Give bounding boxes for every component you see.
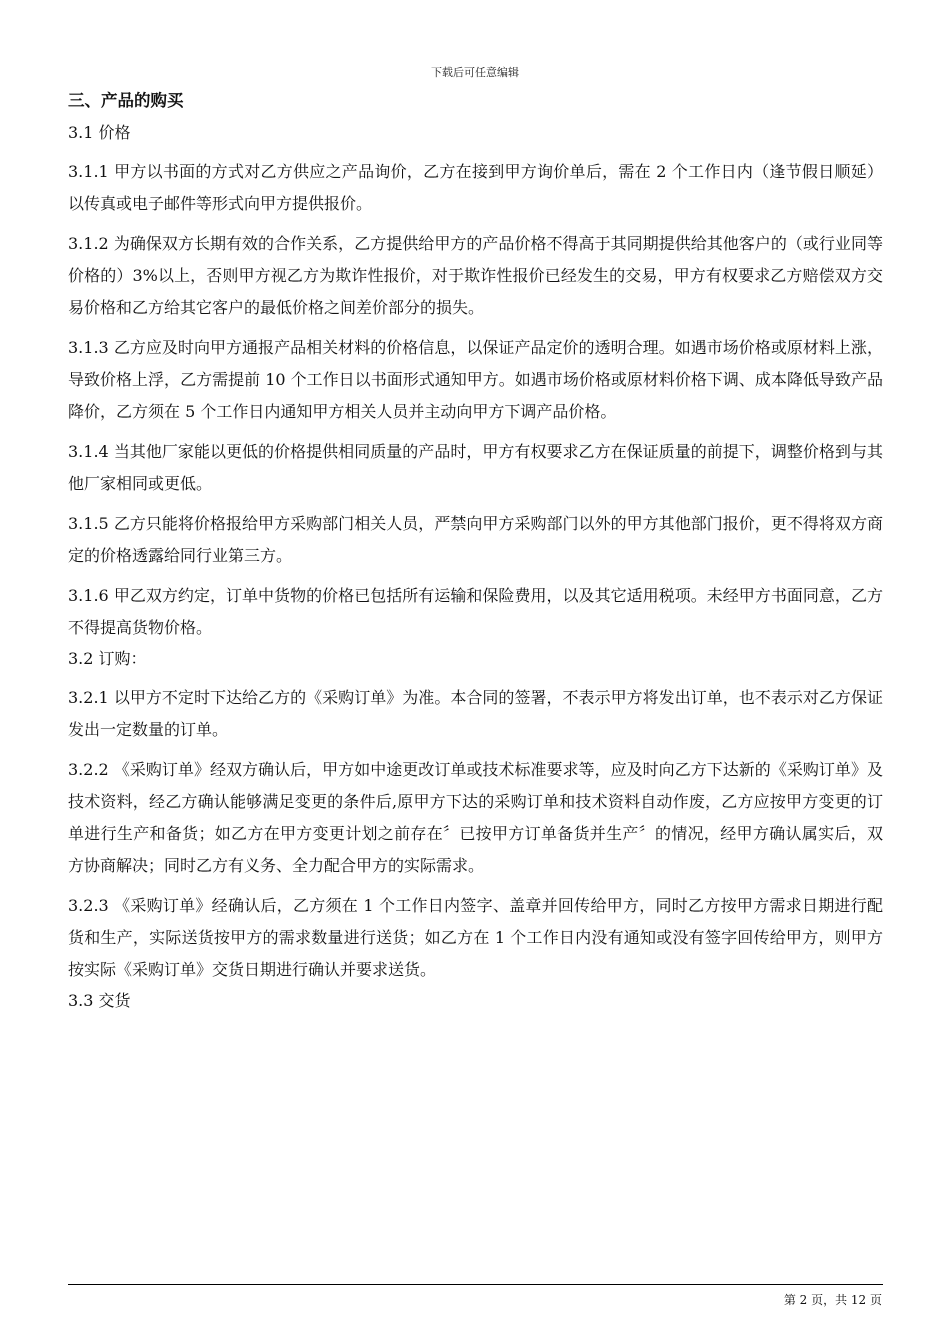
subsection-heading-3-1: 3.1 价格 (68, 123, 131, 142)
clause-3-1-4: 3.1.4 当其他厂家能以更低的价格提供相同质量的产品时，甲方有权要求乙方在保证质量的前提下，调整价格到与其他厂家相同或更低。 (68, 442, 883, 493)
document-body (68, 86, 883, 1024)
page-number: 第 2 页，共 12 页 (783, 1293, 882, 1307)
clause-3-1-3: 3.1.3 乙方应及时向甲方通报产品相关材料的价格信息，以保证产品定价的透明合理。如遇市场价格或原材料上涨，导致价格上浮，乙方需提前 10 个工作日以书面形式通知甲方。如遇市场价格或原材料价格下调、成本降低导致产品降价，乙方须在 5 个工作日内通知甲方相关人员并主动向甲方下调产品价格。 (68, 338, 883, 421)
clause-3-1-1: 3.1.1 甲方以书面的方式对乙方供应之产品询价，乙方在接到甲方询价单后，需在 2 个工作日内（逢节假日顺延）以传真或电子邮件等形式向甲方提供报价。 (68, 162, 883, 213)
subsection-heading-3-3: 3.3 交货 (68, 991, 131, 1010)
clause-3-2-2: 3.2.2 《采购订单》经双方确认后，甲方如中途更改订单或技术标准要求等，应及时向乙方下达新的《采购订单》及技术资料，经乙方确认能够满足变更的条件后,原甲方下达的采购订单和技术资料自动作废，乙方应按甲方变更的订单进行生产和备货；如乙方在甲方变更计划之前存在〞已按甲方订单备货并生产〞的情况，经甲方确认属实后，双方协商解决；同时乙方有义务、全力配合甲方的实际需求。 (68, 760, 883, 875)
subsection-heading-3-2: 3.2 订购： (68, 649, 147, 668)
section-title: 三、产品的购买 (68, 91, 184, 110)
footer-divider (68, 1284, 883, 1285)
clause-3-1-6: 3.1.6 甲乙双方约定，订单中货物的价格已包括所有运输和保险费用，以及其它适用税项。未经甲方书面同意，乙方不得提高货物价格。 (68, 586, 883, 637)
clause-3-1-5: 3.1.5 乙方只能将价格报给甲方采购部门相关人员，严禁向甲方采购部门以外的甲方其他部门报价，更不得将双方商定的价格透露给同行业第三方。 (68, 514, 883, 565)
clause-3-2-3: 3.2.3 《采购订单》经确认后，乙方须在 1 个工作日内签字、盖章并回传给甲方，同时乙方按甲方需求日期进行配货和生产，实际送货按甲方的需求数量进行送货；如乙方在 1 个工作日内没有通知或没有签字回传给甲方，则甲方按实际《采购订单》交货日期进行确认并要求送货。 (68, 896, 883, 979)
clause-3-1-2: 3.1.2 为确保双方长期有效的合作关系，乙方提供给甲方的产品价格不得高于其同期提供给其他客户的（或行业同等价格的）3%以上，否则甲方视乙方为欺诈性报价，对于欺诈性报价已经发生的交易，甲方有权要求乙方赔偿双方交易价格和乙方给其它客户的最低价格之间差价部分的损失。 (68, 234, 883, 317)
header-note: 下载后可任意编辑 (431, 66, 519, 79)
clause-3-2-1: 3.2.1 以甲方不定时下达给乙方的《采购订单》为准。本合同的签署，不表示甲方将发出订单，也不表示对乙方保证发出一定数量的订单。 (68, 688, 883, 739)
